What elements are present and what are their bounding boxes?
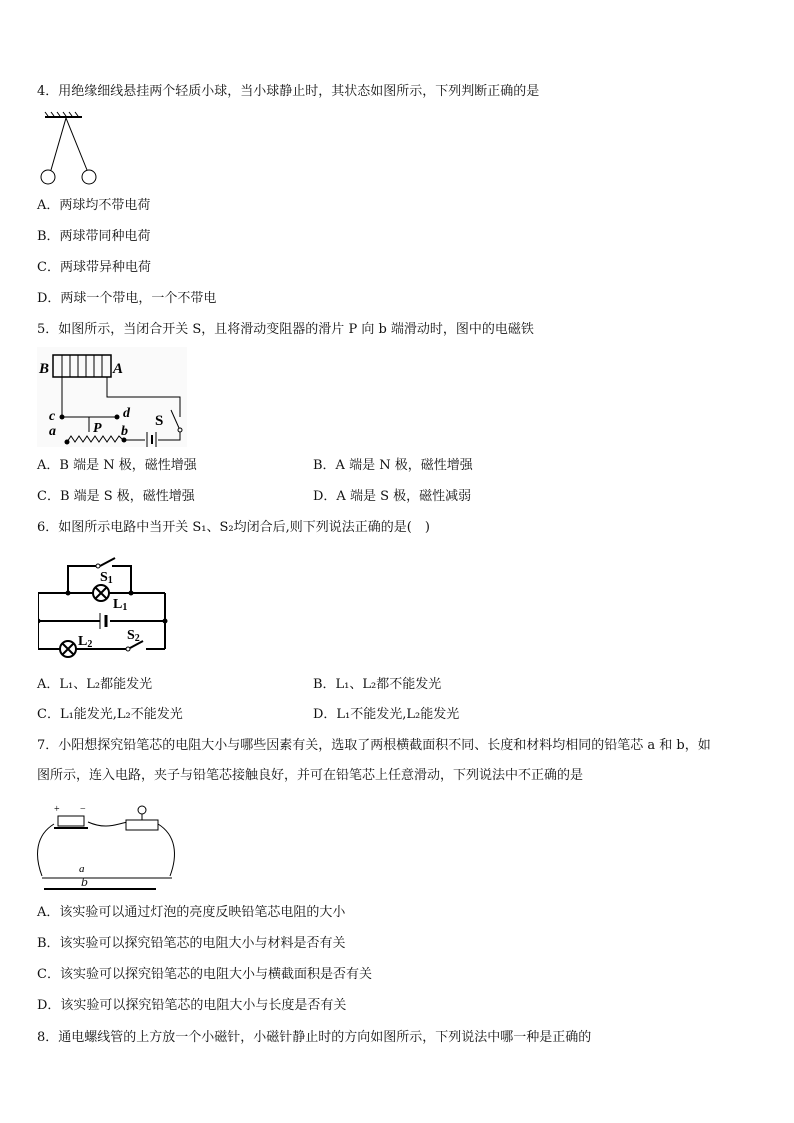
question-4-stem: 4．用绝缘细线悬挂两个轻质小球，当小球静止时，其状态如图所示，下列判断正确的是 <box>37 84 540 99</box>
svg-text:L1: L1 <box>113 597 128 613</box>
svg-text:B: B <box>39 361 50 377</box>
svg-text:c: c <box>49 409 56 424</box>
q4-option-b: B．两球带同种电荷 <box>37 229 151 244</box>
q4-option-a: A．两球均不带电荷 <box>37 198 151 213</box>
question-7-stem-line1: 7．小阳想探究铅笔芯的电阻大小与哪些因素有关，选取了两根横截面积不同、长度和材料均相同的铅笔芯 a 和 b，如 <box>37 738 711 753</box>
svg-text:a: a <box>49 424 56 439</box>
svg-text:−: − <box>80 804 86 815</box>
q4-option-c: C．两球带异种电荷 <box>37 260 151 275</box>
question-6-stem: 6．如图所示电路中当开关 S₁、S₂均闭合后,则下列说法正确的是( ) <box>37 520 430 535</box>
q4-option-d: D．两球一个带电，一个不带电 <box>37 291 217 306</box>
q5-option-b: B．A 端是 N 极，磁性增强 <box>313 458 473 473</box>
question-7-stem-line2: 图所示，连入电路，夹子与铅笔芯接触良好，并可在铅笔芯上任意滑动，下列说法中不正确的是 <box>37 768 584 783</box>
hanging-balls-figure <box>36 110 106 190</box>
svg-text:+: + <box>54 804 60 815</box>
q6-option-c: C．L₁能发光,L₂不能发光 <box>37 707 183 722</box>
svg-text:P: P <box>93 421 102 436</box>
pencil-lead-circuit-figure <box>36 800 186 890</box>
q7-option-a: A．该实验可以通过灯泡的亮度反映铅笔芯电阻的大小 <box>37 905 346 920</box>
q6-option-d: D．L₁不能发光,L₂能发光 <box>313 707 460 722</box>
svg-text:b: b <box>121 424 128 439</box>
pencil-b-label: b <box>81 876 89 889</box>
q5-option-d: D．A 端是 S 极，磁性减弱 <box>313 489 472 504</box>
svg-text:S: S <box>155 413 164 429</box>
svg-text:d: d <box>123 406 130 421</box>
parallel-circuit-figure <box>38 553 170 663</box>
svg-text:A: A <box>113 361 124 377</box>
q6-option-b: B．L₁、L₂都不能发光 <box>313 677 442 692</box>
question-5-stem: 5．如图所示，当闭合开关 S，且将滑动变阻器的滑片 P 向 b 端滑动时，图中的电磁铁 <box>37 322 534 337</box>
q5-option-c: C．B 端是 S 极，磁性增强 <box>37 489 195 504</box>
electromagnet-circuit-figure <box>37 347 187 447</box>
svg-text:S2: S2 <box>127 628 140 644</box>
question-8-stem: 8．通电螺线管的上方放一个小磁针，小磁针静止时的方向如图所示，下列说法中哪一种是正确的 <box>37 1030 592 1045</box>
q5-option-a: A．B 端是 N 极，磁性增强 <box>37 458 197 473</box>
svg-text:a: a <box>79 863 85 875</box>
svg-text:S1: S1 <box>100 570 113 586</box>
q7-option-d: D．该实验可以探究铅笔芯的电阻大小与长度是否有关 <box>37 998 347 1013</box>
svg-text:L2: L2 <box>78 634 93 650</box>
q7-option-b: B．该实验可以探究铅笔芯的电阻大小与材料是否有关 <box>37 936 346 951</box>
q6-option-a: A．L₁、L₂都能发光 <box>37 677 153 692</box>
q7-option-c: C．该实验可以探究铅笔芯的电阻大小与横截面积是否有关 <box>37 967 372 982</box>
